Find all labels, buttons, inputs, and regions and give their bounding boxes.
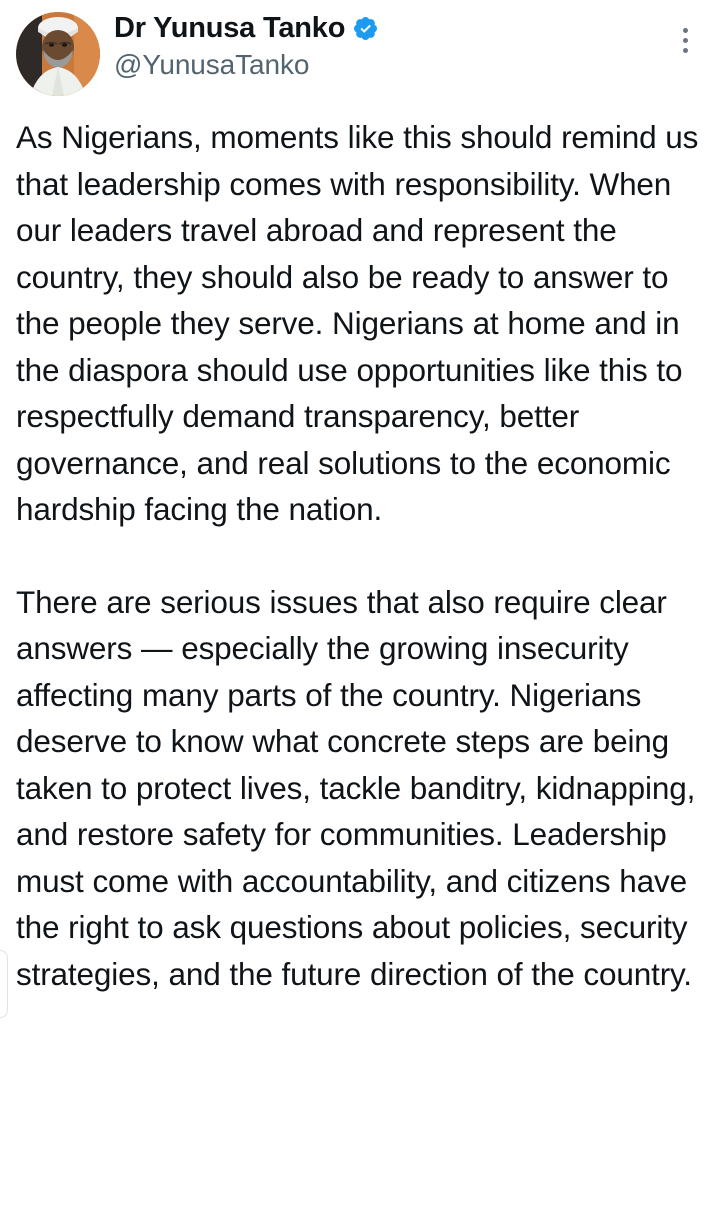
- tweet-paragraph-1: As Nigerians, moments like this should remind us that leadership comes with responsibility. When our leaders travel abroad and represent the country, they should also be ready to answer to the people they serve. Nigerians at home and in the diaspora should use opportunities like this to respectfully demand transparency, better governance, and real solutions to the economic hardship facing the nation.: [16, 119, 699, 527]
- tweet-text: [16, 114, 704, 997]
- tweet-header: [16, 10, 704, 96]
- name-row: [114, 12, 668, 44]
- page-edge-artifact: [0, 950, 8, 1018]
- more-options-icon[interactable]: [668, 20, 702, 60]
- avatar[interactable]: [16, 12, 100, 96]
- author-identity: [114, 12, 668, 81]
- tweet-paragraph-2: There are serious issues that also require clear answers — especially the growing insecurity affecting many parts of the country. Nigerians deserve to know what concrete steps are being taken to protect lives, tackle banditry, kidnapping, and restore safety for communities. Leadership must come with accountability, and citizens have the right to ask questions about policies, security strategies, and the future direction of the country.: [16, 583, 696, 992]
- verified-badge-icon: [352, 15, 379, 42]
- display-name[interactable]: Dr Yunusa Tanko: [114, 12, 346, 44]
- author-handle[interactable]: @YunusaTanko: [114, 49, 310, 81]
